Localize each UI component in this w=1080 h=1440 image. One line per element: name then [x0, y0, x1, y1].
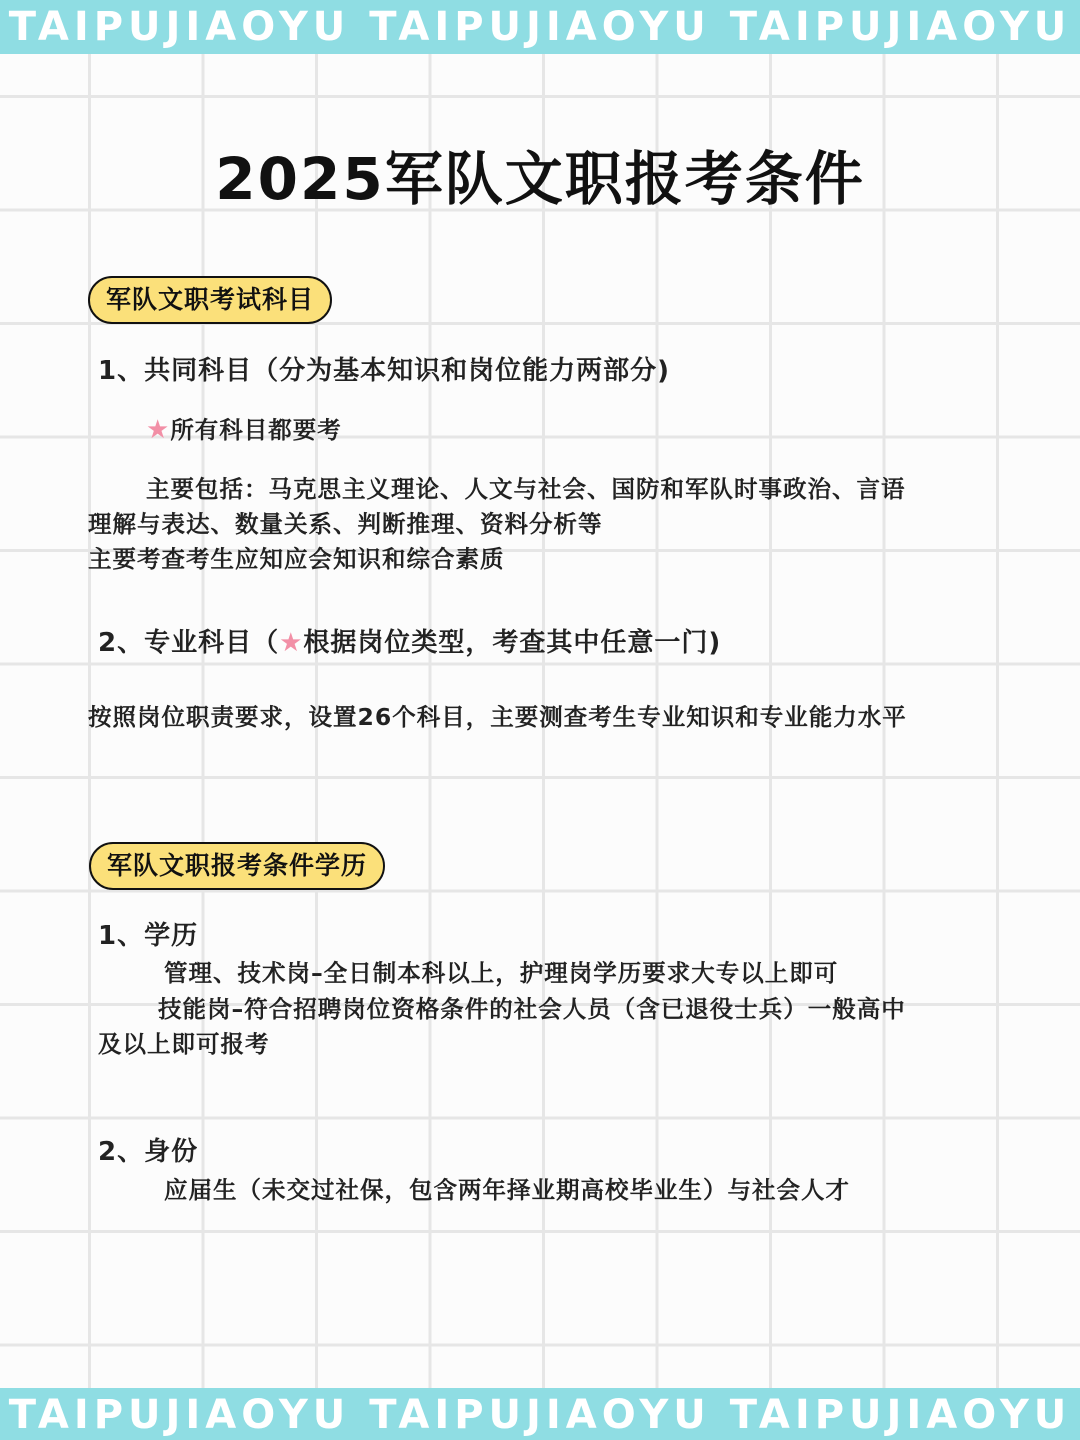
education-line-1: 管理、技术岗–全日制本科以上，护理岗学历要求大专以上即可	[164, 959, 839, 987]
common-subjects-line-1: 主要包括：马克思主义理论、人文与社会、国防和军队时事政治、言语	[146, 475, 906, 503]
professional-subjects-heading	[98, 622, 721, 659]
common-subjects-line-3: 主要考查考生应知应会知识和综合素质	[88, 545, 505, 573]
professional-subjects-heading-prefix: 2、专业科目（	[98, 628, 280, 658]
identity-line-1: 应届生（未交过社保，包含两年择业期高校毕业生）与社会人才	[164, 1176, 850, 1204]
page-title: 2025军队文职报考条件	[215, 145, 865, 213]
professional-subjects-heading-suffix: 根据岗位类型，考查其中任意一门)	[303, 628, 722, 658]
top-banner: TAIPUJIAOYU TAIPUJIAOYU TAIPUJIAOYU	[0, 0, 1080, 54]
section-badge-exam-subjects: 军队文职考试科目	[88, 276, 332, 324]
all-subjects-note-text: 所有科目都要考	[170, 416, 342, 444]
star-icon: ★	[279, 628, 304, 658]
identity-heading: 2、身份	[98, 1137, 199, 1167]
education-line-3: 及以上即可报考	[98, 1030, 270, 1058]
education-line-2: 技能岗–符合招聘岗位资格条件的社会人员（含已退役士兵）一般高中	[158, 995, 906, 1023]
section-badge-eligibility: 军队文职报考条件学历	[89, 842, 385, 890]
education-heading: 1、学历	[98, 921, 199, 951]
all-subjects-note	[146, 411, 342, 445]
bottom-banner: TAIPUJIAOYU TAIPUJIAOYU TAIPUJIAOYU	[0, 1388, 1080, 1440]
common-subjects-heading: 1、共同科目（分为基本知识和岗位能力两部分)	[98, 356, 670, 386]
professional-subjects-description: 按照岗位职责要求，设置26个科目，主要测查考生专业知识和专业能力水平	[88, 703, 907, 731]
star-icon: ★	[146, 415, 171, 445]
common-subjects-line-2: 理解与表达、数量关系、判断推理、资料分析等	[88, 510, 603, 538]
